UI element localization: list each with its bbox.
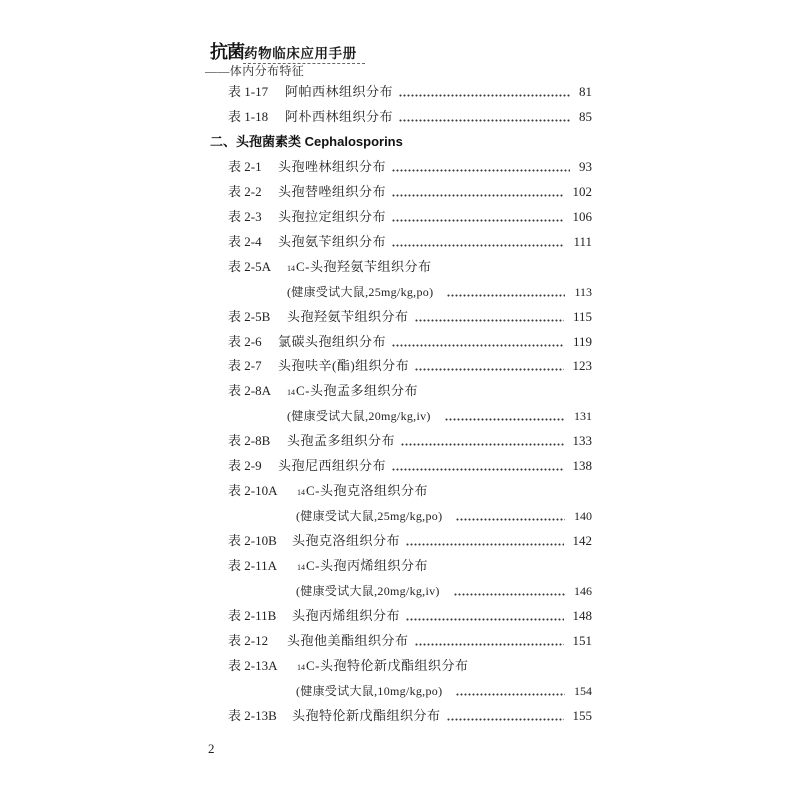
dot-leader — [392, 219, 563, 222]
table-title: 氯碳头孢组织分布 — [278, 333, 387, 349]
page-ref: 102 — [572, 183, 592, 199]
toc-entry — [210, 628, 592, 653]
table-title: C-头孢特伦新戊酯组织分布 — [306, 657, 469, 673]
dot-leader — [392, 194, 563, 197]
dot-leader — [399, 94, 570, 97]
table-label: 表 2-13A — [228, 657, 278, 673]
table-label: 表 2-3 — [228, 208, 262, 224]
toc-entry — [210, 304, 592, 329]
table-title: 头孢替唑组织分布 — [278, 183, 387, 199]
table-label: 表 2-2 — [228, 183, 262, 199]
table-label: 表 2-12 — [228, 632, 269, 648]
book-subtitle: ——体内分布特征 — [205, 64, 305, 78]
page-ref: 138 — [572, 458, 592, 474]
toc-entry — [210, 104, 592, 129]
toc-entry — [210, 554, 592, 579]
table-label: 表 2-4 — [228, 233, 262, 249]
dot-leader — [445, 418, 565, 421]
dot-leader — [401, 443, 563, 446]
table-label: 表 2-5A — [228, 258, 271, 274]
toc-entry — [210, 179, 592, 204]
book-logo: 抗菌 — [210, 42, 244, 63]
toc-entry — [210, 329, 592, 354]
note-line — [210, 579, 592, 604]
dot-leader — [392, 244, 564, 247]
dot-leader — [456, 693, 565, 696]
isotope-superscript: 14 — [297, 563, 305, 573]
dosage-note: (健康受试大鼠,20mg/kg,iv) — [296, 584, 440, 599]
dot-leader — [406, 543, 563, 546]
table-title: C-头孢丙烯组织分布 — [306, 558, 429, 574]
page-ref: 151 — [572, 632, 592, 648]
table-label: 表 2-1 — [228, 158, 262, 174]
page-ref: 148 — [572, 607, 592, 623]
table-title: 头孢氨苄组织分布 — [278, 233, 387, 249]
page-ref: 146 — [574, 584, 592, 599]
table-of-contents — [210, 80, 592, 729]
isotope-superscript: 14 — [287, 388, 295, 398]
dosage-note: (健康受试大鼠,20mg/kg,iv) — [287, 409, 431, 424]
table-label: 表 2-9 — [228, 458, 262, 474]
page-ref: 111 — [573, 233, 592, 249]
toc-entry — [210, 429, 592, 454]
toc-entry — [210, 529, 592, 554]
toc-entry — [210, 653, 592, 678]
dosage-note: (健康受试大鼠,25mg/kg,po) — [287, 284, 434, 299]
isotope-superscript: 14 — [297, 662, 305, 672]
table-title: 头孢唑林组织分布 — [278, 158, 387, 174]
table-title-group — [297, 558, 428, 574]
table-title-group — [287, 259, 432, 275]
table-label: 表 2-11A — [228, 558, 277, 574]
page-ref: 133 — [572, 433, 592, 449]
page-ref: 93 — [579, 158, 592, 174]
table-label: 表 1-18 — [228, 108, 269, 124]
table-title-group — [287, 383, 418, 399]
page-ref: 155 — [572, 707, 592, 723]
table-title: 阿帕西林组织分布 — [285, 83, 394, 99]
table-title: 头孢他美酯组织分布 — [287, 632, 409, 648]
section-heading — [210, 129, 592, 154]
table-label: 表 2-8A — [228, 383, 271, 399]
toc-entry — [210, 154, 592, 179]
toc-entry — [210, 479, 592, 504]
dot-leader — [415, 319, 564, 322]
dot-leader — [415, 368, 563, 371]
dot-leader — [392, 468, 563, 471]
page-ref: 154 — [574, 683, 592, 698]
table-label: 表 2-8B — [228, 433, 271, 449]
table-title-group — [297, 658, 469, 674]
toc-entry — [210, 229, 592, 254]
dot-leader — [392, 169, 570, 172]
dot-leader — [392, 344, 564, 347]
note-line — [210, 504, 592, 529]
toc-entry — [210, 80, 592, 105]
page-ref: 123 — [572, 358, 592, 374]
table-label: 表 2-10A — [228, 483, 278, 499]
note-line — [210, 279, 592, 304]
note-line — [210, 404, 592, 429]
page-ref: 140 — [574, 509, 592, 524]
dot-leader — [399, 119, 570, 122]
dot-leader — [447, 294, 565, 297]
table-title: 头孢呋辛(酯)组织分布 — [278, 358, 410, 374]
table-title: 头孢孟多组织分布 — [287, 433, 396, 449]
section-heading-text: 二、头孢菌素类 Cephalosporins — [210, 133, 403, 149]
dot-leader — [447, 718, 564, 721]
table-title: 头孢丙烯组织分布 — [292, 607, 401, 623]
table-title: C-头孢克洛组织分布 — [306, 483, 429, 499]
table-title: 头孢克洛组织分布 — [292, 533, 401, 549]
table-label: 表 2-7 — [228, 358, 262, 374]
table-label: 表 1-17 — [228, 83, 269, 99]
book-title: 药物临床应用手册 — [244, 46, 357, 62]
dot-leader — [415, 643, 564, 646]
page-ref: 115 — [572, 308, 592, 324]
page-ref: 81 — [579, 83, 592, 99]
table-title: 头孢拉定组织分布 — [278, 208, 387, 224]
page-ref: 85 — [579, 108, 592, 124]
toc-entry — [210, 703, 592, 728]
table-title: 头孢羟氨苄组织分布 — [287, 308, 409, 324]
toc-entry — [210, 379, 592, 404]
toc-entry — [210, 204, 592, 229]
table-label: 表 2-5B — [228, 308, 271, 324]
page-number: 2 — [208, 741, 215, 756]
dot-leader — [454, 593, 565, 596]
toc-entry — [210, 454, 592, 479]
table-label: 表 2-10B — [228, 533, 277, 549]
toc-entry — [210, 354, 592, 379]
table-title: C-头孢孟多组织分布 — [296, 383, 419, 399]
table-title: 阿朴西林组织分布 — [285, 108, 394, 124]
toc-entry — [210, 254, 592, 279]
note-line — [210, 678, 592, 703]
dosage-note: (健康受试大鼠,10mg/kg,po) — [296, 683, 443, 698]
isotope-superscript: 14 — [287, 263, 295, 273]
table-title-group — [297, 483, 428, 499]
page-ref: 142 — [572, 533, 592, 549]
page-ref: 131 — [574, 409, 592, 424]
page-ref: 113 — [574, 284, 592, 299]
table-title: 头孢尼西组织分布 — [278, 458, 387, 474]
page-ref: 119 — [572, 333, 592, 349]
dot-leader — [406, 618, 563, 621]
isotope-superscript: 14 — [297, 488, 305, 498]
toc-entry — [210, 604, 592, 629]
table-label: 表 2-11B — [228, 607, 277, 623]
table-title: 头孢特伦新戊酯组织分布 — [292, 707, 441, 723]
dosage-note: (健康受试大鼠,25mg/kg,po) — [296, 509, 443, 524]
page-ref: 106 — [572, 208, 592, 224]
table-title: C-头孢羟氨苄组织分布 — [296, 258, 432, 274]
dot-leader — [456, 518, 565, 521]
table-label: 表 2-13B — [228, 707, 277, 723]
table-label: 表 2-6 — [228, 333, 262, 349]
